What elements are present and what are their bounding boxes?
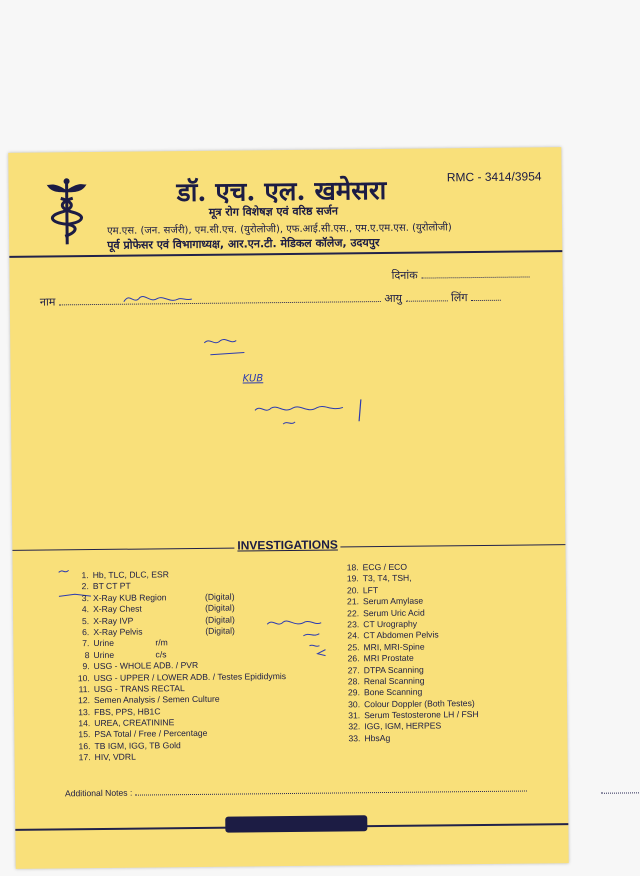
investigation-label: T3, T4, TSH, bbox=[362, 573, 412, 584]
investigation-label: USG - WHOLE ADB. / PVR bbox=[93, 660, 199, 672]
footer-stamp bbox=[225, 815, 367, 832]
investigation-label: Serum Testosterone LH / FSH bbox=[364, 709, 479, 721]
investigation-qualifier: r/m bbox=[155, 637, 168, 648]
investigation-label: Colour Doppler (Both Testes) bbox=[364, 697, 475, 709]
investigation-label: UREA, CREATININE bbox=[94, 717, 175, 729]
name-label: नाम bbox=[39, 295, 56, 309]
investigation-number: 1. bbox=[81, 570, 89, 581]
qualification-line-3: पूर्व प्रोफेसर एवं विभागाध्यक्ष, आर.एन.टी. मेडिकल कॉलेज, उदयपुर bbox=[107, 236, 380, 252]
investigation-number: 22. bbox=[347, 607, 360, 618]
investigation-label: DTPA Scanning bbox=[363, 664, 424, 675]
patient-row bbox=[40, 290, 501, 310]
investigation-label: MRI Prostate bbox=[363, 652, 414, 664]
investigation-label: IGG, IGM, HERPES bbox=[364, 720, 442, 732]
investigations-title: INVESTIGATIONS bbox=[234, 537, 341, 552]
qualification-line-2: एम.एस. (जन. सर्जरी), एम.सी.एच. (युरोलोजी), एफ.आई.सी.एस., एम.ए.एम.एस. (युरोलोजी) bbox=[107, 222, 452, 237]
investigation-number: 16. bbox=[78, 740, 91, 752]
handwritten-note-scribble bbox=[202, 332, 252, 361]
investigation-item[interactable] bbox=[332, 732, 479, 745]
investigation-number: 26. bbox=[347, 653, 360, 664]
investigation-label: LFT bbox=[362, 584, 379, 596]
investigation-number: 31. bbox=[348, 710, 361, 721]
handwritten-kub: KUB bbox=[242, 373, 264, 385]
investigation-label: CT Urography bbox=[363, 618, 418, 630]
investigation-qualifier: (Digital) bbox=[205, 625, 235, 636]
age-label: आयु bbox=[384, 291, 403, 305]
investigation-number: 32. bbox=[348, 721, 361, 732]
doctor-name: डॉ. एच. एल. खमेसरा bbox=[176, 175, 387, 209]
investigation-qualifier: (Digital) bbox=[204, 602, 235, 614]
investigation-label: HIV, VDRL bbox=[94, 751, 136, 763]
investigation-number: 33. bbox=[348, 733, 361, 744]
prescription-sheet bbox=[8, 147, 568, 869]
date-label: दिनांक bbox=[391, 268, 418, 282]
investigation-qualifier: (Digital) bbox=[205, 614, 235, 625]
investigation-number: 7. bbox=[82, 638, 90, 649]
investigation-number: 9. bbox=[82, 661, 90, 672]
investigation-number: 8 bbox=[84, 649, 90, 660]
investigation-label: HbsAg bbox=[364, 732, 391, 744]
investigation-label: USG - TRANS RECTAL bbox=[93, 683, 185, 694]
additional-notes-field-2[interactable] bbox=[601, 779, 640, 794]
investigation-label: X-Ray IVP bbox=[93, 615, 134, 626]
investigation-number: 24. bbox=[347, 630, 360, 641]
investigation-label: X-Ray Chest bbox=[92, 603, 142, 615]
investigation-label: TB IGM, IGG, TB Gold bbox=[94, 740, 181, 751]
investigation-qualifier: (Digital) bbox=[204, 591, 235, 602]
investigation-number: 13. bbox=[78, 706, 91, 717]
age-field[interactable] bbox=[405, 290, 447, 301]
header-divider bbox=[9, 250, 562, 258]
investigation-number: 3. bbox=[81, 592, 89, 603]
investigation-number: 25. bbox=[347, 641, 360, 653]
sex-label: लिंग bbox=[450, 291, 468, 305]
investigation-label: CT Abdomen Pelvis bbox=[363, 629, 439, 641]
caduceus-icon bbox=[47, 176, 88, 246]
investigation-number: 2. bbox=[81, 581, 89, 592]
investigation-number: 29. bbox=[347, 687, 360, 698]
investigation-number: 30. bbox=[348, 698, 361, 710]
investigation-label: Hb, TLC, DLC, ESR bbox=[92, 569, 170, 581]
investigation-item[interactable] bbox=[63, 750, 287, 764]
investigation-number: 18. bbox=[346, 562, 359, 573]
rmc-number: RMC - 3414/3954 bbox=[446, 169, 542, 185]
investigation-label: ECG / ECO bbox=[362, 561, 408, 573]
handwritten-name-scribble bbox=[120, 289, 200, 310]
date-row bbox=[391, 266, 529, 282]
investigation-number: 4. bbox=[81, 604, 90, 615]
investigation-label: MRI, MRI-Spine bbox=[363, 641, 425, 652]
additional-notes-field[interactable] bbox=[135, 781, 527, 796]
name-field[interactable] bbox=[59, 291, 381, 305]
investigation-label: PSA Total / Free / Percentage bbox=[94, 728, 208, 740]
investigation-number: 21. bbox=[346, 596, 360, 607]
investigation-label: Semen Analysis / Semen Culture bbox=[93, 694, 220, 706]
investigation-number: 17. bbox=[78, 752, 91, 763]
investigation-label: X-Ray KUB Region bbox=[92, 592, 167, 603]
investigation-label: Serum Uric Acid bbox=[363, 607, 425, 618]
investigation-number: 27. bbox=[347, 664, 360, 675]
investigation-number: 23. bbox=[347, 619, 360, 630]
investigation-label: Serum Amylase bbox=[362, 595, 424, 607]
date-field[interactable] bbox=[421, 266, 529, 278]
investigation-number: 6. bbox=[82, 627, 90, 638]
investigation-label: Urine bbox=[93, 638, 115, 649]
investigation-qualifier: c/s bbox=[155, 649, 167, 660]
qualification-line-1: मूत्र रोग विशेषज्ञ एवं वरिष्ठ सर्जन bbox=[208, 204, 339, 219]
investigations-left-list bbox=[61, 568, 287, 764]
investigation-number: 15. bbox=[78, 729, 91, 740]
investigation-label: FBS, PPS, HB1C bbox=[94, 706, 161, 717]
investigation-label: X-Ray Pelvis bbox=[93, 626, 143, 638]
investigation-number: 20. bbox=[346, 585, 359, 596]
investigation-label: USG - UPPER / LOWER ADB. / Testes Epididymis bbox=[93, 670, 287, 683]
investigation-number: 5. bbox=[81, 615, 90, 626]
investigation-label: Renal Scanning bbox=[363, 675, 425, 687]
investigation-number: 12. bbox=[77, 695, 91, 706]
investigation-number: 11. bbox=[78, 683, 90, 695]
sex-field[interactable] bbox=[471, 290, 501, 301]
additional-notes-row bbox=[65, 767, 640, 800]
investigation-number: 28. bbox=[347, 676, 360, 687]
investigation-number: 10. bbox=[77, 672, 90, 683]
investigation-label: Bone Scanning bbox=[363, 686, 423, 698]
investigation-number: 19. bbox=[346, 573, 359, 584]
investigations-right-list bbox=[331, 561, 479, 745]
investigation-label: BT CT PT bbox=[92, 581, 131, 592]
investigation-label: Urine bbox=[93, 649, 115, 660]
handwritten-ncct-scribble bbox=[253, 399, 373, 430]
additional-notes-label: Additional Notes : bbox=[64, 787, 133, 799]
investigation-number: 14. bbox=[78, 718, 91, 729]
